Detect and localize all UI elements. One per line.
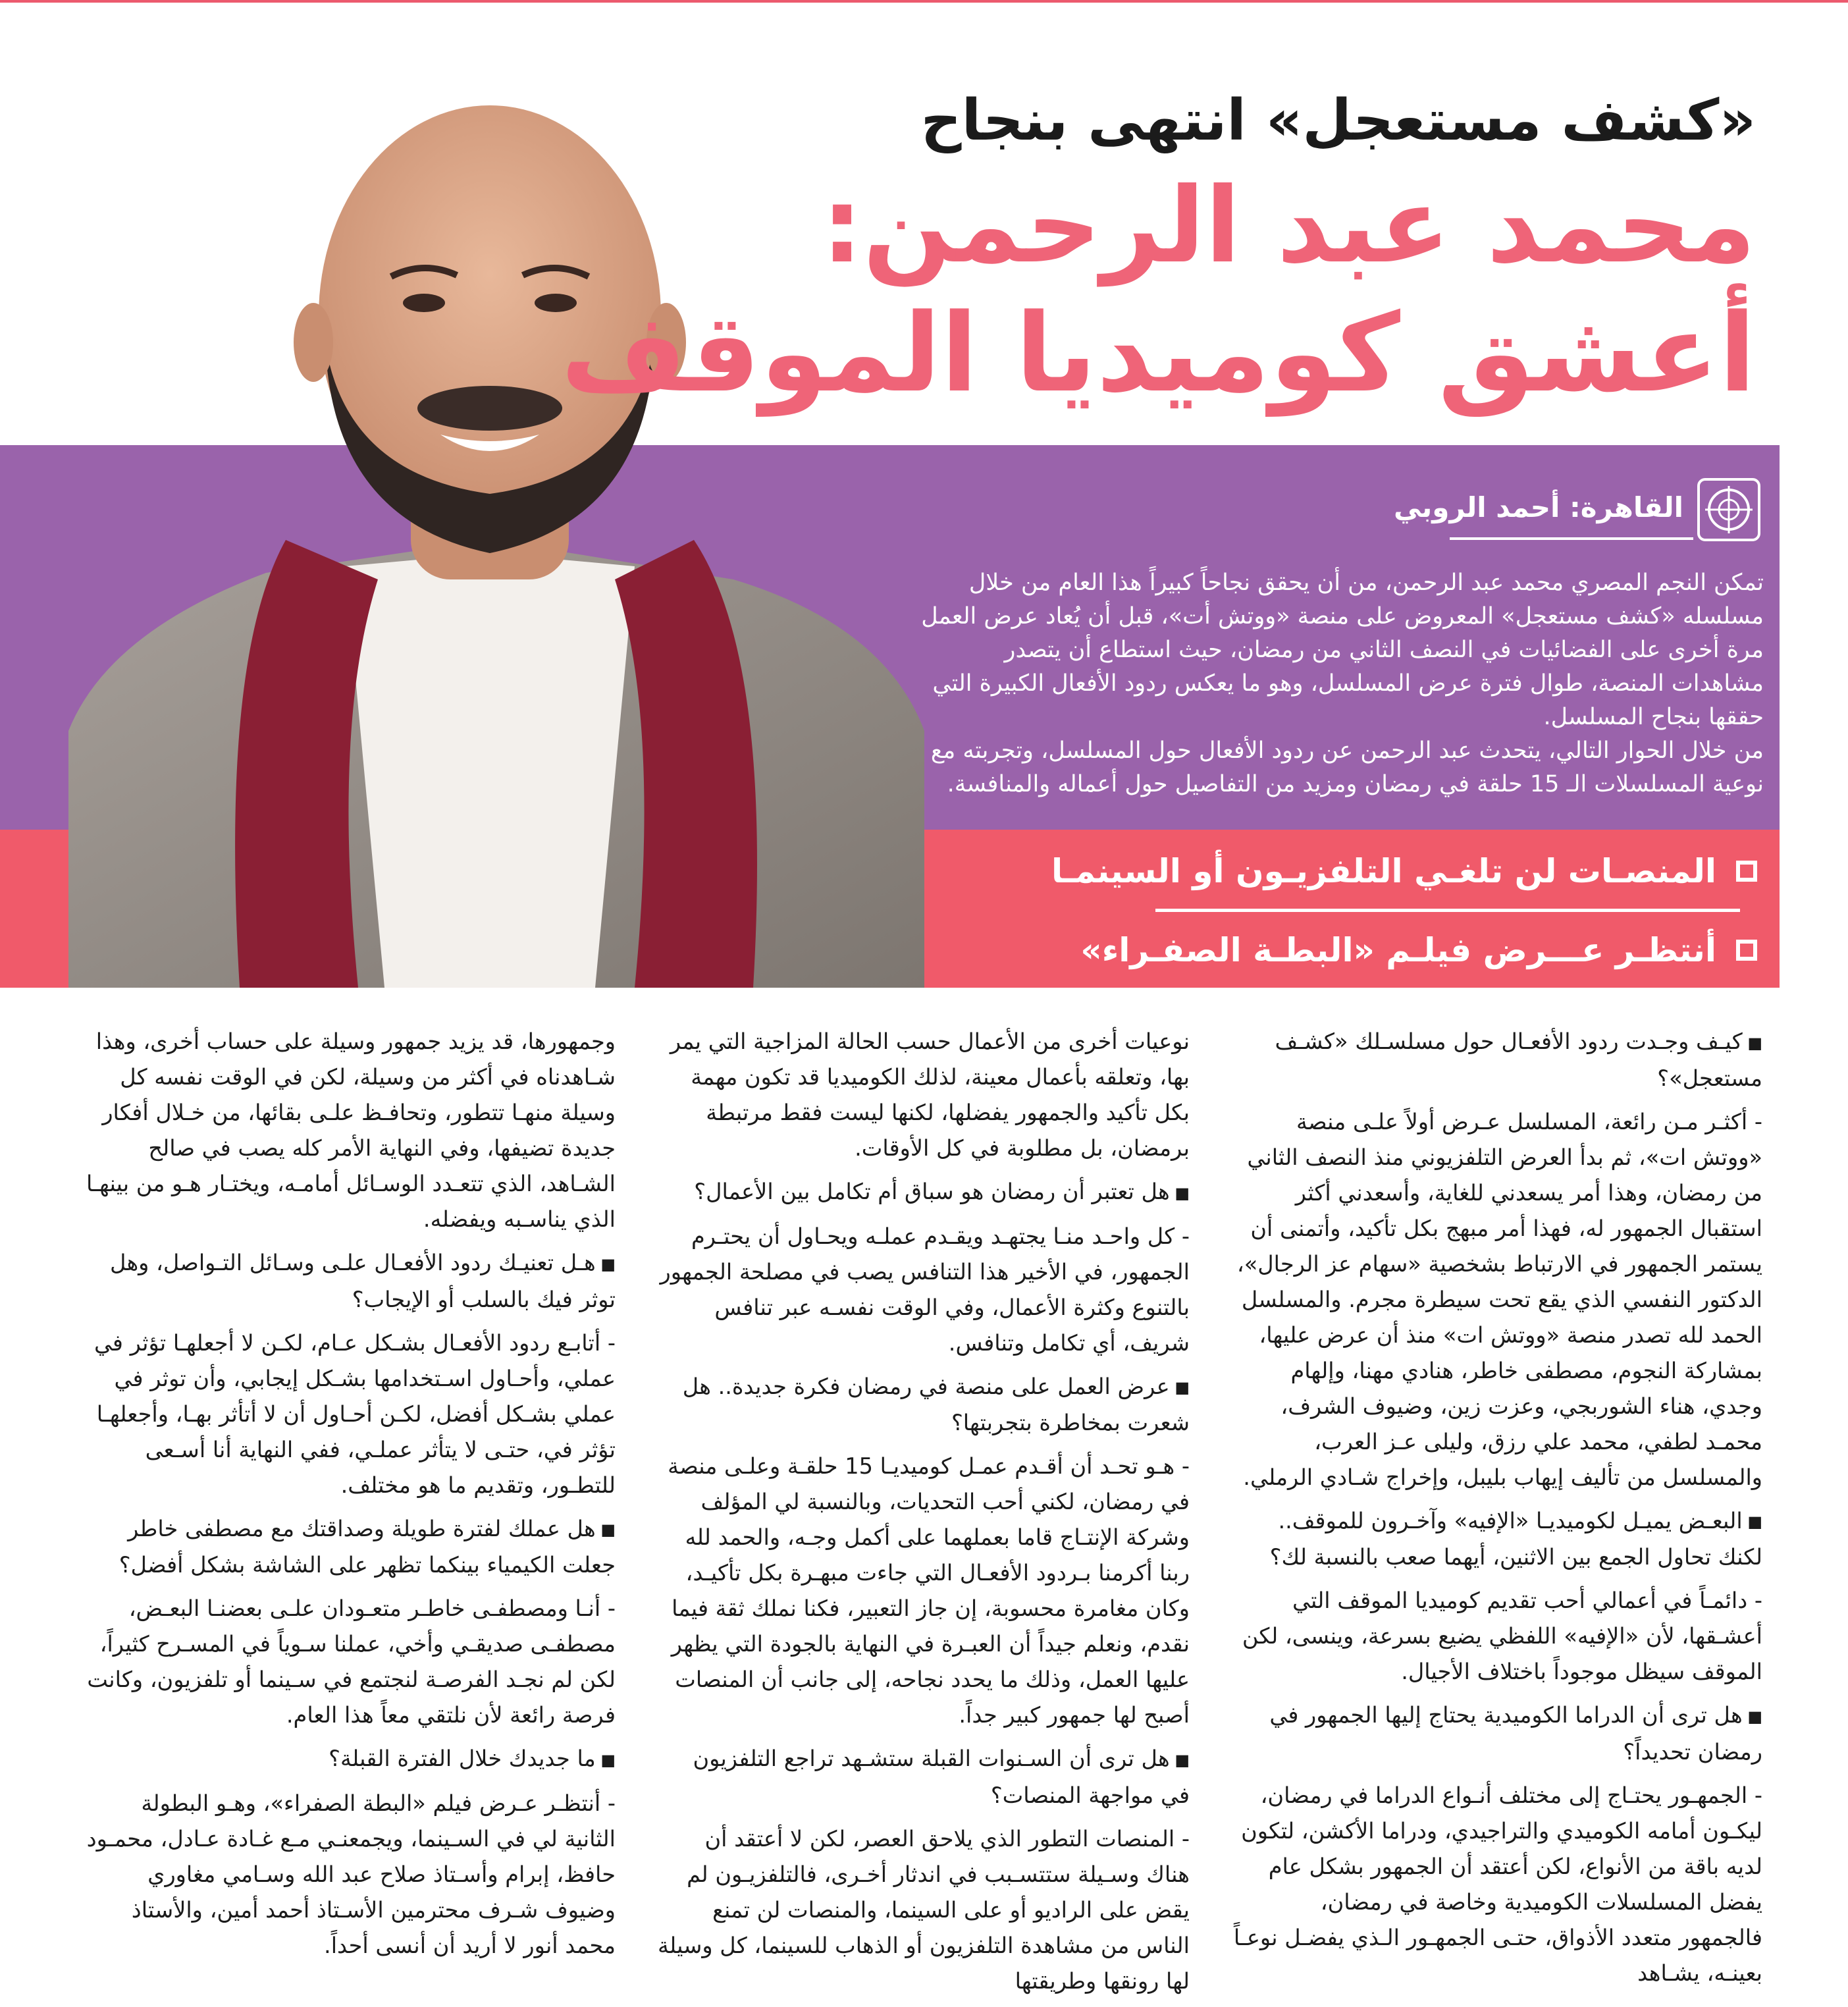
intro-paragraph: تمكن النجم المصري محمد عبد الرحمن، من أن يحقق نجاحاً كبيراً هذا العام من خلال مسلسله «كشف مستعجل» المعروض على منصة «ووتش أت»، قبل أن يُعاد عرض العمل مرة أخرى على الفضائيات في النصف الثاني من رمضان، حيث استطاع أن يتصدر مشاهدات المنصة، طوال فترة عرض المسلسل، وهو ما يعكس ردود الأفعال الكبيرة التي حققها بنجاح المسلسل. bbox=[921, 570, 1764, 730]
interview-answer: - الجمهـور يحتـاج إلى مختلف أنـواع الدراما في رمضان، ليكـون أمامه الكوميدي والتراجيدي، ودراما الأكشن، لتكون لديه باقة من الأنواع، لكن أعتقد أن الجمهور بشكل عام يفضل المسلسلات الكوميدية وخاصة في رمضان، فالجمهور متعدد الأذواق، حتـى الجمهـور الـذي يفضـل نوعـاً بعينـه، يشـاهد bbox=[1233, 1782, 1762, 1986]
interview-answer: - المنصات التطور الذي يلاحق العصر، لكن لا أعتقد أن هناك وسـيلة ستتسـبب في اندثار أخـرى، فالتلفزيـون لم يقض على الراديو أو على السينما، والمنصات لن تمنع الناس من مشاهدة التلفزيون أو الذهاب للسينما، كل وسيلة لها رونقها وطريقتها bbox=[658, 1825, 1190, 1994]
subheadline-text: أنتظـر عـــرض فيلـم «البطـة الصفـراء» bbox=[1080, 931, 1716, 969]
interview-answer: - هـو تحـد أن أقـدم عمـل كوميديـا 15 حلقـة وعلـى منصة في رمضان، لكني أحب التحديات، وبالنسبة لي المؤلف وشركة الإنتـاج قاما بعملهما على أكمل وجـه، والحمد لله ربنا أكرمنا بـردود الأفعـال التي جاءت مبهـرة بكل تأكيـد، وكان مغامرة محسوبة، إن جاز التعبير، فكنا نملك ثقة فيما نقدم، ونعلم جيداً أن العبـرة في النهاية بالجودة التي يظهر عليها العمل، وذلك ما يحدد نجاحه، إلى جانب أن المنصات أصبح لها جمهور كبير جداً. bbox=[668, 1453, 1190, 1728]
headline-title-line1: محمد عبد الرحمن: bbox=[821, 165, 1756, 286]
byline-underline bbox=[1450, 537, 1693, 540]
interview-question: ■ هـل تعنيـك ردود الأفعـال علـى وسـائل التـواصل، وهل توثر فيك بالسلب أو الإيجاب؟ bbox=[84, 1245, 616, 1318]
article-column-3 bbox=[84, 1024, 616, 1971]
interview-question: ■ هل تعتبر أن رمضان هو سباق أم تكامل بين الأعمال؟ bbox=[658, 1174, 1190, 1211]
interview-answer: نوعيات أخرى من الأعمال حسب الحالة المزاجية التي يمر بها، وتعلقه بأعمال معينة، لذلك الكوميديا قد تكون مهمة بكل تأكيد والجمهور يفضلها، لكنها ليست فقط مرتبطة برمضان، بل مطلوبة في كل الأوقات. bbox=[670, 1029, 1190, 1161]
article-column-2 bbox=[658, 1024, 1190, 2007]
interview-question: ■ هل عملك لفترة طويلة وصداقتك مع مصطفى خاطر جعلت الكيمياء بينكما تظهر على الشاشة بشكل أفضل؟ bbox=[84, 1511, 616, 1584]
intro-paragraph: من خلال الحوار التالي، يتحدث عبد الرحمن عن ردود الأفعال حول المسلسل، وتجربته مع نوعية المسلسلات الـ 15 حلقة في رمضان ومزيد من التفاصيل حول أعماله والمنافسة. bbox=[930, 737, 1764, 797]
interview-answer: - أنتظـر عـرض فيلم «البطة الصفراء»، وهـو البطولة الثانية لي في السـينما، ويجمعنـي مـع غـادة عـادل، محمـود حافظ، إبرام وأسـتاذ صلاح عبد الله وسـامي مغاوري وضيوف شـرف محترمين الأسـتاذ أحمد أمين، والأستاذ محمد أنور لا أريد أن أنسى أحداً. bbox=[86, 1790, 616, 1958]
interview-question: ■ ما جديدك خلال الفترة القبلة؟ bbox=[84, 1741, 616, 1778]
interview-question: ■ هل ترى أن السـنوات القبلة ستشـهد تراجع التلفزيون في مواجهة المنصات؟ bbox=[658, 1741, 1190, 1813]
subheadline-divider bbox=[1155, 909, 1740, 912]
subheadline-text: المنصـات لن تلغـي التلفزيـون أو السينمـا bbox=[1051, 852, 1716, 890]
interview-answer: - كل واحـد منـا يجتهـد ويقـدم عملـه ويحـاول أن يحتـرم الجمهور، في الأخير هذا التنافس يصب في مصلحة الجمهور بالتنوع وكثرة الأعمال، وفي الوقت نفسـه عبر تنافس شريف، أي تكامل وتنافس. bbox=[660, 1223, 1190, 1356]
checkbox-square-icon bbox=[1736, 940, 1757, 961]
subheadline-1 bbox=[1051, 842, 1757, 901]
subheadline-2 bbox=[1080, 921, 1757, 980]
interview-answer: - أكثـر مـن رائعة، المسلسل عـرض أولاً علـى منصة «ووتش ات»، ثم بدأ العرض التلفزيوني منذ النصف الثاني من رمضان، وهذا أمر يسعدني للغاية، وأسعدني أكثر استقبال الجمهور له، فهذا أمر مبهج بكل تأكيد، وأتمنى أن يستمر الجمهور في الارتباط بشخصية «سهام عز الرجال»، الدكتور النفسي الذي يقع تحت سيطرة مجرم. والمسلسل الحمد لله تصدر منصة «ووتش ات» منذ أن عرض عليها، بمشاركة النجوم، مصطفى خاطر، هنادي مهنا، وإلهام وجدي، هناء الشوربجي، وعزت زين، وضيوف الشرف، محمـد لطفي، محمد علي رزق، وليلى عـز العرب، والمسلسل من تأليف إيهاب بليبل، وإخراج شـادي الرملي. bbox=[1236, 1108, 1762, 1490]
interview-question: ■ كيـف وجـدت ردود الأفعـال حول مسلسـلك «كشـف مستعجل»؟ bbox=[1230, 1024, 1762, 1096]
newspaper-emblem-icon bbox=[1697, 478, 1760, 541]
headline-title-line2: أعشق كوميديا الموقف bbox=[561, 290, 1756, 416]
interview-question: ■ البعـض يميـل لكوميديـا «الإفيه» وآخـرون للموقف.. لكنك تحاول الجمع بين الاثنين، أيهما صعب بالنسبة لك؟ bbox=[1230, 1503, 1762, 1576]
article-column-1 bbox=[1230, 1024, 1762, 1999]
checkbox-square-icon bbox=[1736, 861, 1757, 882]
top-accent-line bbox=[0, 0, 1848, 3]
interview-answer: - دائمـاً في أعمالي أحب تقديم كوميديا الموقف التي أعشـقها، لأن «الإفيه» اللفظي يضيع بسرعة، وينسى، لكن الموقف سيظل موجوداً باختلاف الأجيال. bbox=[1242, 1588, 1762, 1684]
kicker: «كشف مستعجل» انتهى بنجاح bbox=[920, 88, 1756, 153]
byline: القاهرة: أحمد الروبي bbox=[1394, 491, 1683, 523]
interview-question: ■ هل ترى أن الدراما الكوميدية يحتاج إليها الجمهور في رمضان تحديداً؟ bbox=[1230, 1698, 1762, 1770]
intro-text bbox=[908, 566, 1764, 801]
interview-question: ■ عرض العمل على منصة في رمضان فكرة جديدة.. هل شعرت بمخاطرة بتجربتها؟ bbox=[658, 1369, 1190, 1441]
interview-answer: وجمهورها، قد يزيد جمهور وسيلة على حساب أخرى، وهذا شـاهدناه في أكثر من وسيلة، لكن في الوقت نفسه كل وسيلة منهـا تتطور، وتحافـظ علـى بقائها، من خـلال أفكار جديدة تضيفها، وفي النهاية الأمر كله يصب في صالح الشـاهد، الذي تتعـدد الوسـائل أمامـه، ويختـار هـو من بينهـا الذي يناسـبه ويفضله. bbox=[86, 1029, 616, 1232]
interview-answer: - أتابـع ردود الأفعـال بشـكل عـام، لكـن لا أجعلهـا تؤثر في عملي، وأحـاول اسـتخدامها بشـكل إيجابي، وأن توثر في عملي بشـكل أفضل، لكـن أحـاول أن لا أتأثر بهـا، وأجعلهـا تؤثر في، حتـى لا يتأثر عملـي، ففي النهاية أنا أسـعى للتطـور، وتقديم ما هو مختلف. bbox=[93, 1329, 616, 1498]
interview-answer: - أنـا ومصطفـى خاطـر متعـودان علـى بعضنـا البعـض، مصطفـى صديقـي وأخي، عملنا سـوياً في المسـرح كثيراً، لكن لم نجـد الفرصـة لنجتمع في سـينما أو تلفزيون، وكانت فرصة رائعة لأن نلتقي معاً هذا العام. bbox=[87, 1595, 616, 1728]
